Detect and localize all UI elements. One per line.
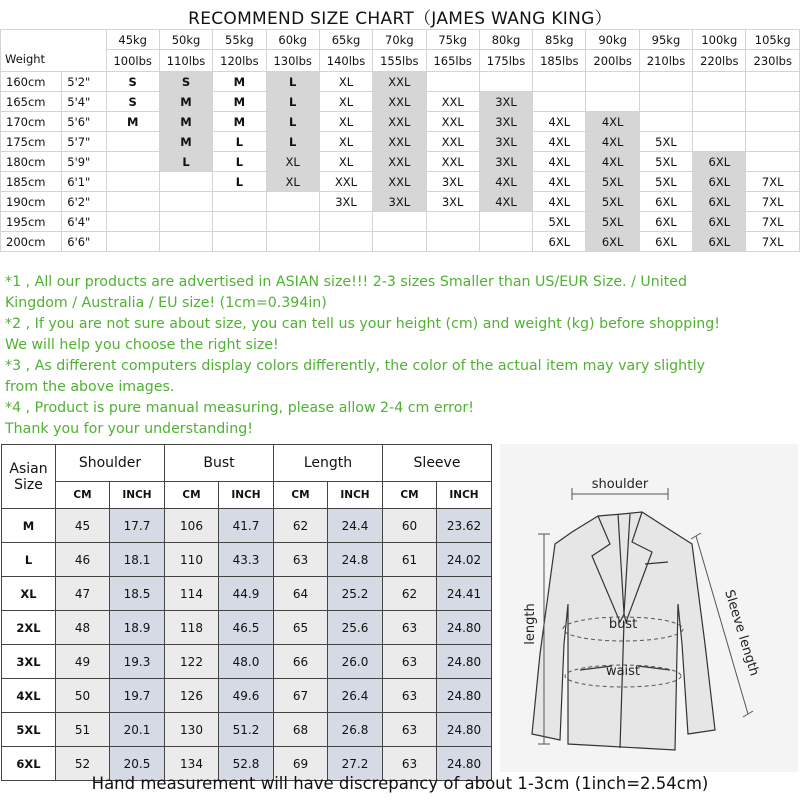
size-row (1, 92, 800, 112)
size-cell: 4XL (479, 172, 532, 192)
inch-value: 24.8 (328, 543, 383, 577)
cm-value: 52 (56, 747, 110, 781)
length-label: length (523, 603, 538, 645)
footer-note: Hand measurement will have discrepancy of about 1-3cm (1inch=2.54cm) (91, 774, 709, 793)
weight-kg-header: 50kg (159, 30, 212, 50)
size-cell (106, 172, 159, 192)
weight-lbs-header: 140lbs (319, 50, 372, 72)
height-cm-cell: 180cm (1, 152, 62, 172)
height-cm-cell: 175cm (1, 132, 62, 152)
size-cell: 4XL (586, 132, 639, 152)
size-cell (533, 92, 586, 112)
size-label: 2XL (2, 611, 56, 645)
cm-value: 60 (383, 509, 437, 543)
size-cell: 4XL (586, 152, 639, 172)
note-line: *3 , As different computers display colors differently, the color of the actual item may vary slightly (5, 358, 706, 374)
size-label: L (2, 543, 56, 577)
height-ft-cell: 5'7" (62, 132, 106, 152)
size-cell: 3XL (319, 192, 372, 212)
measure-group-header: Shoulder (56, 445, 165, 482)
size-cell (746, 132, 800, 152)
weight-lbs-header: 165lbs (426, 50, 479, 72)
size-cell: 6XL (693, 152, 746, 172)
size-cell: L (266, 72, 319, 92)
size-cell: M (213, 112, 266, 132)
size-cell (106, 232, 159, 252)
size-cell: 6XL (693, 212, 746, 232)
size-cell (373, 232, 426, 252)
size-cell: 3XL (479, 152, 532, 172)
inch-value: 26.4 (328, 679, 383, 713)
inch-value: 24.4 (328, 509, 383, 543)
height-ft-cell: 6'2" (62, 192, 106, 212)
size-cell: 4XL (586, 112, 639, 132)
size-cell: 6XL (586, 232, 639, 252)
weight-lbs-header: 200lbs (586, 50, 639, 72)
weight-label: Weight (5, 52, 46, 66)
weight-lbs-header: 110lbs (159, 50, 212, 72)
measure-row (2, 713, 492, 747)
height-ft-cell: 5'6" (62, 112, 106, 132)
cm-value: 62 (383, 577, 437, 611)
size-cell: M (213, 92, 266, 112)
cm-value: 48 (56, 611, 110, 645)
size-cell: XXL (373, 72, 426, 92)
size-cell (319, 232, 372, 252)
weight-kg-header: 80kg (479, 30, 532, 50)
size-cell: XXL (373, 152, 426, 172)
size-cell (586, 72, 639, 92)
size-cell: XL (319, 152, 372, 172)
height-ft-cell: 5'2" (62, 72, 106, 92)
size-cell (639, 92, 692, 112)
cm-value: 46 (56, 543, 110, 577)
size-label: 3XL (2, 645, 56, 679)
size-row (1, 232, 800, 252)
size-cell: L (266, 112, 319, 132)
inch-value: 43.3 (219, 543, 274, 577)
cm-value: 66 (274, 645, 328, 679)
height-cm-cell: 195cm (1, 212, 62, 232)
size-cell (639, 72, 692, 92)
weight-lbs-header: 210lbs (639, 50, 692, 72)
size-cell: S (159, 72, 212, 92)
cm-value: 47 (56, 577, 110, 611)
height-cm-cell: 190cm (1, 192, 62, 212)
size-cell (213, 212, 266, 232)
size-cell: 5XL (639, 132, 692, 152)
measure-row (2, 577, 492, 611)
measure-group-header: Sleeve (383, 445, 492, 482)
size-cell: M (213, 72, 266, 92)
measurement-table (1, 444, 492, 781)
bust-label: bust (608, 617, 638, 632)
height-ft-cell: 6'4" (62, 212, 106, 232)
size-cell: 6XL (639, 212, 692, 232)
weight-lbs-header: 120lbs (213, 50, 266, 72)
size-cell (693, 72, 746, 92)
size-cell: 4XL (533, 152, 586, 172)
size-cell: 6XL (693, 192, 746, 212)
weight-kg-header: 45kg (106, 30, 159, 50)
inch-unit-header: INCH (437, 482, 492, 509)
inch-value: 26.0 (328, 645, 383, 679)
height-cm-cell: 200cm (1, 232, 62, 252)
inch-unit-header: INCH (328, 482, 383, 509)
size-cell (746, 152, 800, 172)
inch-value: 25.2 (328, 577, 383, 611)
size-cell: 6XL (639, 192, 692, 212)
size-cell: 3XL (426, 192, 479, 212)
weight-kg-header: 100kg (693, 30, 746, 50)
weight-lbs-header: 175lbs (479, 50, 532, 72)
size-cell: XXL (426, 92, 479, 112)
height-ft-cell: 5'9" (62, 152, 106, 172)
weight-kg-header: 75kg (426, 30, 479, 50)
cm-value: 63 (274, 543, 328, 577)
measure-row (2, 645, 492, 679)
cm-value: 69 (274, 747, 328, 781)
inch-unit-header: INCH (219, 482, 274, 509)
inch-value: 52.8 (219, 747, 274, 781)
size-cell: 3XL (479, 112, 532, 132)
inch-value: 27.2 (328, 747, 383, 781)
inch-value: 18.5 (110, 577, 165, 611)
inch-value: 41.7 (219, 509, 274, 543)
cm-value: 130 (165, 713, 219, 747)
size-cell (426, 212, 479, 232)
size-cell (319, 212, 372, 232)
cm-value: 51 (56, 713, 110, 747)
size-cell: 3XL (479, 92, 532, 112)
height-cm-cell: 185cm (1, 172, 62, 192)
inch-value: 46.5 (219, 611, 274, 645)
size-cell (426, 232, 479, 252)
cm-value: 64 (274, 577, 328, 611)
size-cell: 5XL (586, 172, 639, 192)
inch-value: 24.80 (437, 679, 492, 713)
size-label: M (2, 509, 56, 543)
cm-value: 61 (383, 543, 437, 577)
jacket-diagram-svg (500, 444, 798, 772)
height-cm-cell: 160cm (1, 72, 62, 92)
size-cell: XXL (426, 132, 479, 152)
inch-value: 18.1 (110, 543, 165, 577)
cm-value: 134 (165, 747, 219, 781)
size-cell (159, 172, 212, 192)
corner-cell (1, 30, 107, 72)
size-cell: XXL (319, 172, 372, 192)
size-cell: 6XL (533, 232, 586, 252)
weight-lbs-header: 220lbs (693, 50, 746, 72)
size-cell: 4XL (533, 132, 586, 152)
sleeve-length-label: Sleeve length (721, 588, 762, 678)
inch-value: 26.8 (328, 713, 383, 747)
size-cell (159, 232, 212, 252)
inch-value: 51.2 (219, 713, 274, 747)
size-cell: XL (319, 92, 372, 112)
asian-size-line2: Size (14, 476, 43, 493)
inch-value: 48.0 (219, 645, 274, 679)
note-line: *2 , If you are not sure about size, you can tell us your height (cm) and weight (kg) before shopping! (5, 316, 720, 332)
size-cell: M (159, 92, 212, 112)
size-cell: 3XL (373, 192, 426, 212)
weight-lbs-header: 130lbs (266, 50, 319, 72)
weight-lbs-header: 185lbs (533, 50, 586, 72)
measure-group-header: Bust (165, 445, 274, 482)
size-cell (106, 212, 159, 232)
size-cell: M (106, 112, 159, 132)
weight-kg-header: 70kg (373, 30, 426, 50)
size-cell: L (213, 152, 266, 172)
inch-value: 17.7 (110, 509, 165, 543)
weight-kg-header: 90kg (586, 30, 639, 50)
inch-value: 24.80 (437, 747, 492, 781)
size-cell (746, 72, 800, 92)
inch-value: 23.62 (437, 509, 492, 543)
size-cell (746, 92, 800, 112)
inch-value: 20.1 (110, 713, 165, 747)
size-cell (693, 92, 746, 112)
cm-value: 63 (383, 679, 437, 713)
size-cell (373, 212, 426, 232)
measure-unit-header-row (2, 482, 492, 509)
cm-value: 114 (165, 577, 219, 611)
size-cell (213, 232, 266, 252)
measure-row (2, 509, 492, 543)
notes-section (5, 272, 795, 440)
height-ft-cell: 5'4" (62, 92, 106, 112)
size-label: 6XL (2, 747, 56, 781)
size-cell: 7XL (746, 192, 800, 212)
size-cell: 6XL (693, 232, 746, 252)
size-cell: 3XL (479, 132, 532, 152)
cm-value: 63 (383, 611, 437, 645)
size-cell: M (159, 132, 212, 152)
cm-value: 126 (165, 679, 219, 713)
size-cell: 7XL (746, 172, 800, 192)
shoulder-label: shoulder (591, 477, 649, 492)
size-cell (106, 152, 159, 172)
size-row (1, 72, 800, 92)
inch-unit-header: INCH (110, 482, 165, 509)
size-cell: XXL (373, 172, 426, 192)
weight-kg-header: 55kg (213, 30, 266, 50)
size-cell (479, 232, 532, 252)
size-cell: 4XL (533, 172, 586, 192)
inch-value: 24.80 (437, 645, 492, 679)
recommend-size-table (0, 29, 800, 252)
asian-size-line1: Asian (9, 460, 48, 477)
measure-row (2, 543, 492, 577)
size-cell: XL (319, 112, 372, 132)
cm-value: 45 (56, 509, 110, 543)
size-cell: 5XL (639, 152, 692, 172)
cm-value: 62 (274, 509, 328, 543)
size-cell (106, 192, 159, 212)
size-row (1, 132, 800, 152)
waist-label: waist (605, 664, 641, 679)
size-row (1, 112, 800, 132)
height-cm-cell: 165cm (1, 92, 62, 112)
note-line: *4 , Product is pure manual measuring, please allow 2-4 cm error! (5, 400, 474, 416)
size-row (1, 192, 800, 212)
note-line: We will help you choose the right size! (5, 337, 279, 353)
size-cell: S (106, 72, 159, 92)
size-row (1, 152, 800, 172)
size-cell (266, 212, 319, 232)
cm-value: 110 (165, 543, 219, 577)
kg-header-row (1, 30, 800, 50)
inch-value: 24.02 (437, 543, 492, 577)
size-cell: 7XL (746, 212, 800, 232)
weight-kg-header: 60kg (266, 30, 319, 50)
size-cell (159, 192, 212, 212)
size-label: XL (2, 577, 56, 611)
jacket-diagram (500, 444, 798, 772)
size-row (1, 212, 800, 232)
inch-value: 19.3 (110, 645, 165, 679)
size-cell (159, 212, 212, 232)
inch-value: 24.41 (437, 577, 492, 611)
weight-kg-header: 105kg (746, 30, 800, 50)
inch-value: 49.6 (219, 679, 274, 713)
size-cell (106, 132, 159, 152)
size-cell: 7XL (746, 232, 800, 252)
cm-value: 63 (383, 645, 437, 679)
inch-value: 19.7 (110, 679, 165, 713)
weight-kg-header: 65kg (319, 30, 372, 50)
note-line: Kingdom / Australia / EU size! (1cm=0.394in) (5, 295, 327, 311)
size-cell (693, 112, 746, 132)
size-cell: XXL (373, 132, 426, 152)
cm-value: 65 (274, 611, 328, 645)
weight-kg-header: 85kg (533, 30, 586, 50)
size-cell: 4XL (533, 112, 586, 132)
inch-value: 25.6 (328, 611, 383, 645)
weight-lbs-header: 230lbs (746, 50, 800, 72)
size-cell (479, 212, 532, 232)
size-cell (266, 192, 319, 212)
height-ft-cell: 6'6" (62, 232, 106, 252)
size-cell: M (159, 112, 212, 132)
size-cell: XL (266, 172, 319, 192)
size-cell: 5XL (639, 172, 692, 192)
lbs-header-row (1, 50, 800, 72)
size-cell: L (213, 172, 266, 192)
cm-value: 122 (165, 645, 219, 679)
page-title: RECOMMEND SIZE CHART（JAMES WANG KING） (188, 9, 612, 29)
cm-unit-header: CM (56, 482, 110, 509)
cm-unit-header: CM (383, 482, 437, 509)
cm-unit-header: CM (165, 482, 219, 509)
weight-kg-header: 95kg (639, 30, 692, 50)
size-cell: XXL (426, 152, 479, 172)
size-cell: 5XL (586, 192, 639, 212)
size-cell (586, 92, 639, 112)
height-ft-cell: 6'1" (62, 172, 106, 192)
weight-lbs-header: 155lbs (373, 50, 426, 72)
inch-value: 24.80 (437, 611, 492, 645)
inch-value: 44.9 (219, 577, 274, 611)
size-cell: S (106, 92, 159, 112)
cm-value: 63 (383, 747, 437, 781)
size-cell: L (159, 152, 212, 172)
size-cell: L (213, 132, 266, 152)
cm-value: 49 (56, 645, 110, 679)
size-cell (266, 232, 319, 252)
size-cell: 4XL (479, 192, 532, 212)
cm-value: 68 (274, 713, 328, 747)
size-cell: L (266, 92, 319, 112)
cm-value: 67 (274, 679, 328, 713)
size-cell: 6XL (693, 172, 746, 192)
size-cell (746, 112, 800, 132)
size-cell: 5XL (586, 212, 639, 232)
size-cell (533, 72, 586, 92)
size-cell: XL (319, 132, 372, 152)
cm-value: 118 (165, 611, 219, 645)
size-cell (479, 72, 532, 92)
measure-row (2, 679, 492, 713)
inch-value: 20.5 (110, 747, 165, 781)
size-cell: 5XL (533, 212, 586, 232)
measure-row (2, 611, 492, 645)
note-line: Thank you for your understanding! (5, 421, 253, 437)
height-cm-cell: 170cm (1, 112, 62, 132)
size-cell: 6XL (639, 232, 692, 252)
size-row (1, 172, 800, 192)
size-cell: XL (266, 152, 319, 172)
size-cell: XXL (373, 92, 426, 112)
cm-unit-header: CM (274, 482, 328, 509)
size-cell: 4XL (533, 192, 586, 212)
cm-value: 50 (56, 679, 110, 713)
cm-value: 63 (383, 713, 437, 747)
inch-value: 24.80 (437, 713, 492, 747)
size-cell: 3XL (426, 172, 479, 192)
size-cell: L (266, 132, 319, 152)
asian-size-header (2, 445, 56, 509)
size-cell (426, 72, 479, 92)
size-cell (213, 192, 266, 212)
size-cell: XXL (426, 112, 479, 132)
size-cell: XXL (373, 112, 426, 132)
size-cell: XL (319, 72, 372, 92)
note-line: from the above images. (5, 379, 175, 395)
size-cell (693, 132, 746, 152)
weight-lbs-header: 100lbs (106, 50, 159, 72)
measure-group-header: Length (274, 445, 383, 482)
measure-group-header-row (2, 445, 492, 482)
inch-value: 18.9 (110, 611, 165, 645)
size-cell (639, 112, 692, 132)
size-label: 5XL (2, 713, 56, 747)
cm-value: 106 (165, 509, 219, 543)
size-label: 4XL (2, 679, 56, 713)
note-line: *1 , All our products are advertised in ASIAN size!!! 2-3 sizes Smaller than US/EUR Size. / United (5, 274, 687, 290)
